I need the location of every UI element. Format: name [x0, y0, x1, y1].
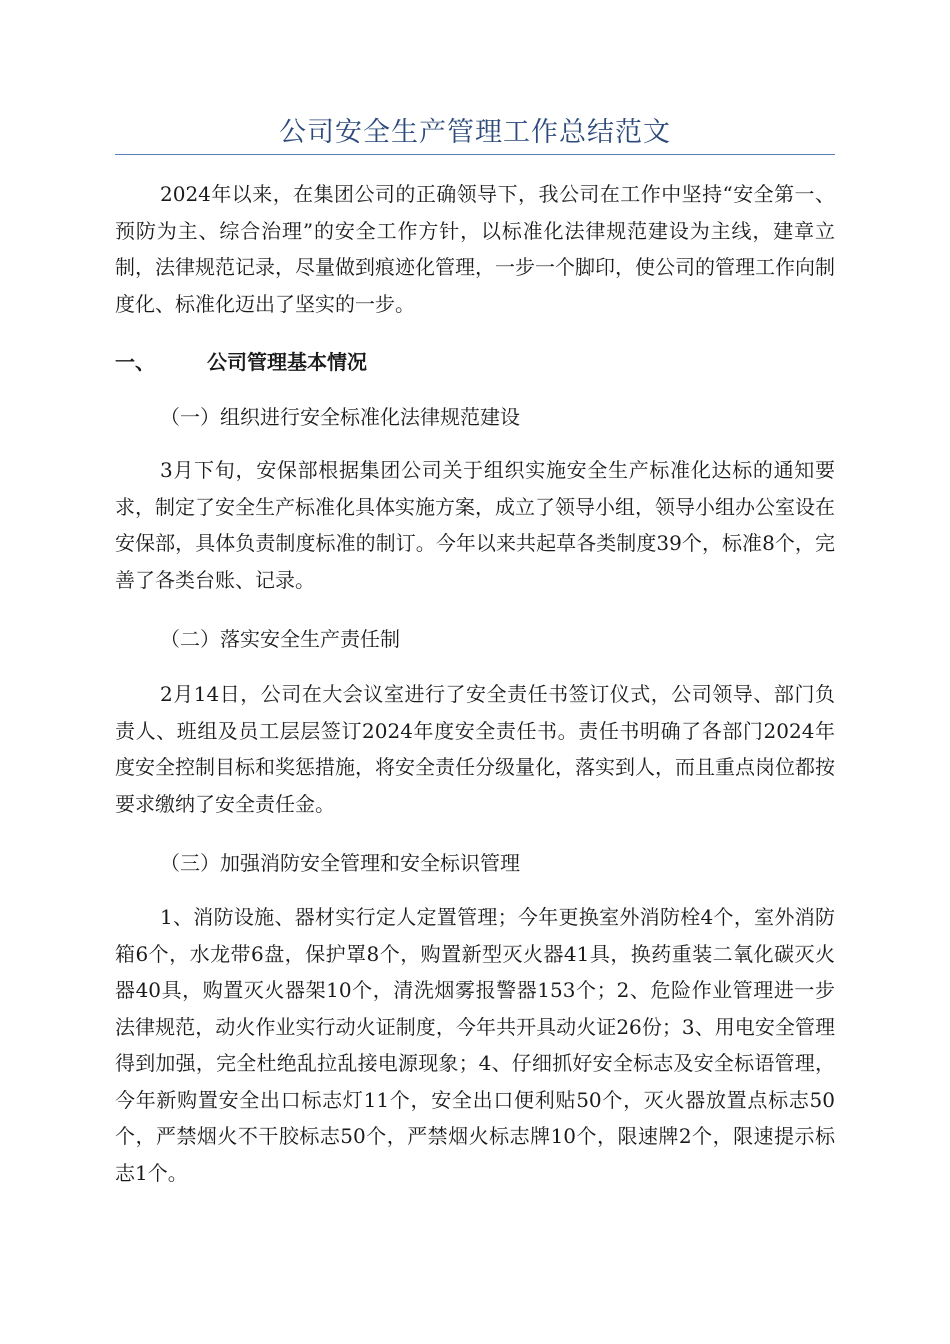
subsection-3-heading: （三）加强消防安全管理和安全标识管理	[160, 851, 520, 875]
subsection-1-body: 3月下旬，安保部根据集团公司关于组织实施安全生产标准化达标的通知要求，制定了安全生产标准化具体实施方案，成立了领导小组，领导小组办公室设在安保部，具体负责制度标准的制订。今年以来共起草各类制度39个，标准8个，完善了各类台账、记录。	[115, 458, 835, 592]
subsection-3-body: 1、消防设施、器材实行定人定置管理；今年更换室外消防栓4个，室外消防箱6个，水龙带6盘，保护罩8个，购置新型灭火器41具，换药重装二氧化碳灭火器40具，购置灭火器架10个，清洗烟雾报警器153个；2、危险作业管理进一步法律规范，动火作业实行动火证制度，今年共开具动火证26份；3、用电安全管理得到加强，完全杜绝乱拉乱接电源现象；4、仔细抓好安全标志及安全标语管理，今年新购置安全出口标志灯11个，安全出口便利贴50个，灭火器放置点标志50个，严禁烟火不干胶标志50个，严禁烟火标志牌10个，限速牌2个，限速提示标志1个。	[115, 905, 835, 1185]
subsection-1-heading: （一）组织进行安全标准化法律规范建设	[160, 405, 520, 429]
section-1-title: 公司管理基本情况	[207, 350, 367, 374]
subsection-2-heading: （二）落实安全生产责任制	[160, 627, 400, 651]
document-title: 公司安全生产管理工作总结范文	[279, 117, 671, 148]
intro-paragraph: 2024年以来，在集团公司的正确领导下，我公司在工作中坚持“安全第一、预防为主、综合治理”的安全工作方针，以标准化法律规范建设为主线，建章立制，法律规范记录，尽量做到痕迹化管理，一步一个脚印，使公司的管理工作向制度化、标准化迈出了坚实的一步。	[115, 182, 835, 316]
title-underline	[115, 154, 835, 155]
section-1-heading	[115, 344, 835, 380]
subsection-2-body: 2月14日，公司在大会议室进行了安全责任书签订仪式，公司领导、部门负责人、班组及员工层层签订2024年度安全责任书。责任书明确了各部门2024年度安全控制目标和奖惩措施，将安全责任分级量化，落实到人，而且重点岗位都按要求缴纳了安全责任金。	[115, 682, 835, 816]
section-1-number: 一、	[115, 350, 155, 374]
